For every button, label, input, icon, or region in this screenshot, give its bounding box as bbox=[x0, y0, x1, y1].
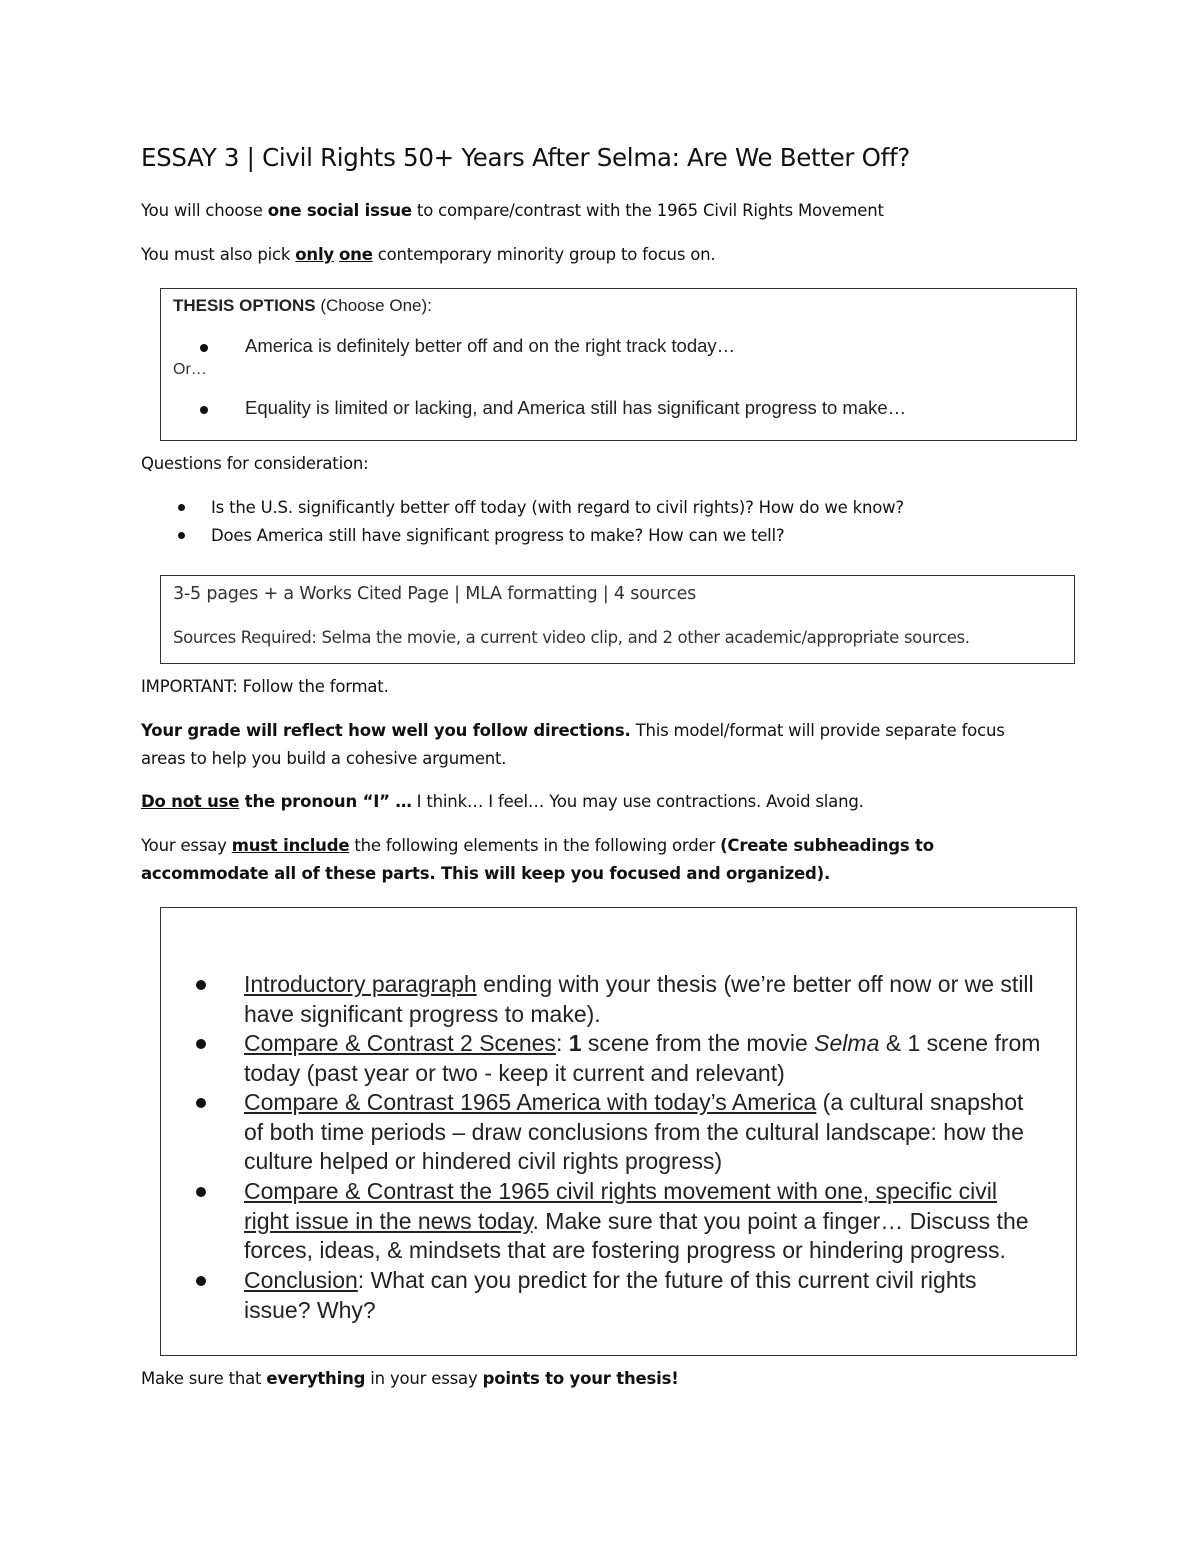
pronoun-rest: I think… I feel… You may use contractions. Avoid slang. bbox=[411, 792, 864, 811]
element-intro-line2: have significant progress to make). bbox=[244, 1000, 601, 1027]
element-italic-selma: Selma bbox=[814, 1030, 880, 1056]
include-line bbox=[141, 836, 934, 855]
bullet-icon bbox=[196, 1187, 206, 1197]
intro-text: contemporary minority group to focus on. bbox=[372, 245, 716, 264]
pronoun-line bbox=[141, 792, 864, 811]
grade-bold: Your grade will reflect how well you follow directions. bbox=[141, 721, 631, 740]
intro-text: You must also pick bbox=[141, 245, 296, 264]
requirements-line-sources: Sources Required: Selma the movie, a current video clip, and 2 other academic/appropriate sources. bbox=[173, 628, 970, 647]
thesis-heading-rest: (Choose One): bbox=[315, 296, 432, 315]
bullet-icon bbox=[178, 504, 185, 511]
bullet-icon bbox=[200, 406, 208, 414]
pronoun-bold: the pronoun “I” … bbox=[239, 792, 412, 811]
question-item: Is the U.S. significantly better off today (with regard to civil rights)? How do we know? bbox=[211, 498, 904, 517]
questions-heading: Questions for consideration: bbox=[141, 454, 369, 473]
element-movement bbox=[244, 1177, 997, 1207]
grade-line-2: areas to help you build a cohesive argument. bbox=[141, 749, 507, 768]
closing-line bbox=[141, 1369, 679, 1388]
element-intro bbox=[244, 970, 1034, 1000]
element-intro-label: Introductory paragraph bbox=[244, 971, 477, 997]
intro-bold-social-issue: one social issue bbox=[267, 201, 412, 220]
element-movement-line3: forces, ideas, & mindsets that are fostering progress or hindering progress. bbox=[244, 1237, 1006, 1263]
element-text: . Make sure that you point a finger… Discuss the bbox=[532, 1207, 1029, 1234]
intro-underline-one: one bbox=[339, 245, 373, 264]
intro-underline-only: only bbox=[295, 245, 334, 264]
closing-text: Make sure that bbox=[141, 1369, 267, 1388]
bullet-icon bbox=[200, 344, 208, 352]
intro-text: to compare/contrast with the 1965 Civil Rights Movement bbox=[411, 201, 884, 220]
requirements-line-pages: 3-5 pages + a Works Cited Page | MLA formatting | 4 sources bbox=[173, 584, 697, 604]
element-text: & 1 scene from bbox=[879, 1030, 1041, 1056]
grade-rest: This model/format will provide separate focus bbox=[630, 721, 1005, 740]
element-text: : What can you predict for the future of this current civil rights bbox=[357, 1267, 977, 1293]
essay-title: ESSAY 3 | Civil Rights 50+ Years After Selma: Are We Better Off? bbox=[141, 143, 911, 172]
thesis-heading-bold: THESIS OPTIONS bbox=[173, 296, 316, 315]
include-bold: (Create subheadings to bbox=[720, 836, 934, 855]
bullet-icon bbox=[196, 1039, 206, 1049]
grade-line bbox=[141, 721, 1005, 740]
thesis-option-2: Equality is limited or lacking, and America still has significant progress to make… bbox=[245, 397, 907, 418]
closing-bold-everything: everything bbox=[266, 1369, 366, 1388]
include-underline: must include bbox=[231, 836, 350, 855]
include-text: Your essay bbox=[141, 836, 232, 855]
element-text: scene from the movie bbox=[581, 1030, 815, 1056]
bullet-icon bbox=[178, 532, 185, 539]
closing-text: in your essay bbox=[365, 1369, 483, 1388]
element-bold-one: 1 bbox=[568, 1030, 582, 1056]
thesis-or: Or… bbox=[173, 361, 207, 378]
element-text: : bbox=[555, 1030, 569, 1056]
element-scenes-line2: today (past year or two - keep it current and relevant) bbox=[244, 1059, 785, 1086]
element-america-line2: of both time periods – draw conclusions from the cultural landscape: how the bbox=[244, 1118, 1024, 1145]
element-movement-label: Compare & Contrast the 1965 civil rights movement with one, specific civil bbox=[244, 1178, 997, 1204]
element-america-line3: culture helped or hindered civil rights progress) bbox=[244, 1148, 723, 1174]
element-conclusion bbox=[244, 1266, 977, 1296]
element-text: ending with your thesis (we’re better off now or we still bbox=[476, 971, 1034, 997]
include-line-2: accommodate all of these parts. This will keep you focused and organized). bbox=[141, 864, 831, 883]
important-line: IMPORTANT: Follow the format. bbox=[141, 677, 389, 696]
thesis-option-1: America is definitely better off and on the right track today… bbox=[245, 335, 736, 356]
element-america-label: Compare & Contrast 1965 America with today’s America bbox=[244, 1089, 817, 1115]
bullet-icon bbox=[196, 1098, 206, 1108]
question-item: Does America still have significant progress to make? How can we tell? bbox=[211, 526, 785, 545]
element-conclusion-label: Conclusion bbox=[244, 1267, 358, 1293]
requirements-box bbox=[160, 575, 1075, 664]
intro-line-minority-group bbox=[141, 245, 715, 264]
pronoun-underline: Do not use bbox=[141, 792, 240, 811]
intro-text: You will choose bbox=[141, 201, 268, 220]
intro-line-social-issue bbox=[141, 201, 884, 220]
thesis-heading bbox=[173, 296, 432, 316]
element-movement-label-2: right issue in the news today bbox=[244, 1207, 533, 1234]
element-text: (a cultural snapshot bbox=[816, 1089, 1024, 1115]
element-america bbox=[244, 1088, 1023, 1118]
bullet-icon bbox=[196, 1276, 206, 1286]
closing-bold-thesis: points to your thesis! bbox=[482, 1369, 679, 1388]
include-text: the following elements in the following order bbox=[349, 836, 721, 855]
element-conclusion-line2: issue? Why? bbox=[244, 1296, 376, 1323]
element-movement-line2 bbox=[244, 1207, 1029, 1237]
thesis-options-box bbox=[160, 288, 1077, 441]
bullet-icon bbox=[196, 980, 206, 990]
element-scenes bbox=[244, 1029, 1040, 1059]
element-scenes-label: Compare & Contrast 2 Scenes bbox=[244, 1030, 556, 1056]
